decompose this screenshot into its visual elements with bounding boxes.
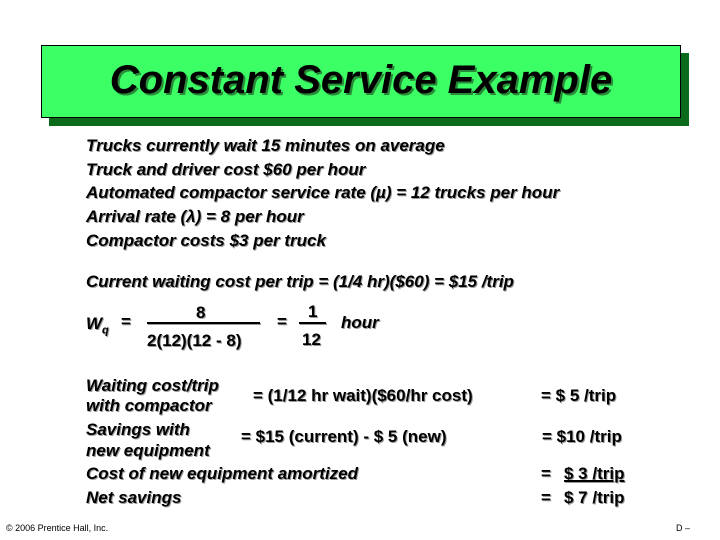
wq-numerator-2: 1	[308, 302, 318, 321]
wq-denominator-2: 12	[302, 330, 321, 349]
page-number: D –	[676, 523, 691, 533]
wq-symbol	[86, 314, 109, 336]
fact-wait-time: Trucks currently wait 15 minutes on average	[86, 136, 445, 155]
net-savings-value: $ 7 /trip	[564, 488, 625, 507]
fact-compactor-cost: Compactor costs $3 per truck	[86, 231, 326, 250]
amortized-cost-value: $ 3 /trip	[564, 464, 625, 483]
wq-numerator: 8	[196, 303, 206, 322]
waiting-label-line2: with compactor	[86, 396, 212, 415]
fraction-bar-1	[147, 322, 260, 324]
wq-equals-2: =	[277, 312, 287, 331]
wq-subscript: q	[102, 324, 109, 337]
savings-result: = $10 /trip	[542, 427, 622, 446]
amortized-cost-label: Cost of new equipment amortized	[86, 464, 359, 483]
fact-arrival-rate: Arrival rate (λ) = 8 per hour	[86, 207, 304, 226]
waiting-label-line1: Waiting cost/trip	[86, 376, 219, 395]
savings-label-line1: Savings with	[86, 420, 190, 439]
fraction-bar-2	[299, 322, 326, 324]
wq-denominator: 2(12)(12 - 8)	[147, 331, 242, 350]
wq-equals-1: =	[121, 312, 131, 331]
wq-unit: hour	[341, 313, 379, 332]
fact-service-rate: Automated compactor service rate (µ) = 12 trucks per hour	[86, 183, 560, 202]
savings-calculation: = $15 (current) - $ 5 (new)	[241, 427, 447, 446]
fact-truck-cost: Truck and driver cost $60 per hour	[86, 160, 366, 179]
savings-label-line2: new equipment	[86, 441, 210, 460]
net-savings-equals: =	[541, 488, 551, 507]
waiting-result: = $ 5 /trip	[541, 386, 617, 405]
title-banner	[41, 45, 681, 118]
waiting-calculation: = (1/12 hr wait)($60/hr cost)	[253, 386, 473, 405]
net-savings-label: Net savings	[86, 488, 182, 507]
copyright-notice: © 2006 Prentice Hall, Inc.	[6, 523, 109, 533]
page-title: Constant Service Example	[109, 58, 613, 102]
current-waiting-cost: Current waiting cost per trip = (1/4 hr)($60) = $15 /trip	[86, 272, 514, 291]
amortized-equals: =	[541, 464, 551, 483]
wq-letter: W	[86, 314, 103, 333]
